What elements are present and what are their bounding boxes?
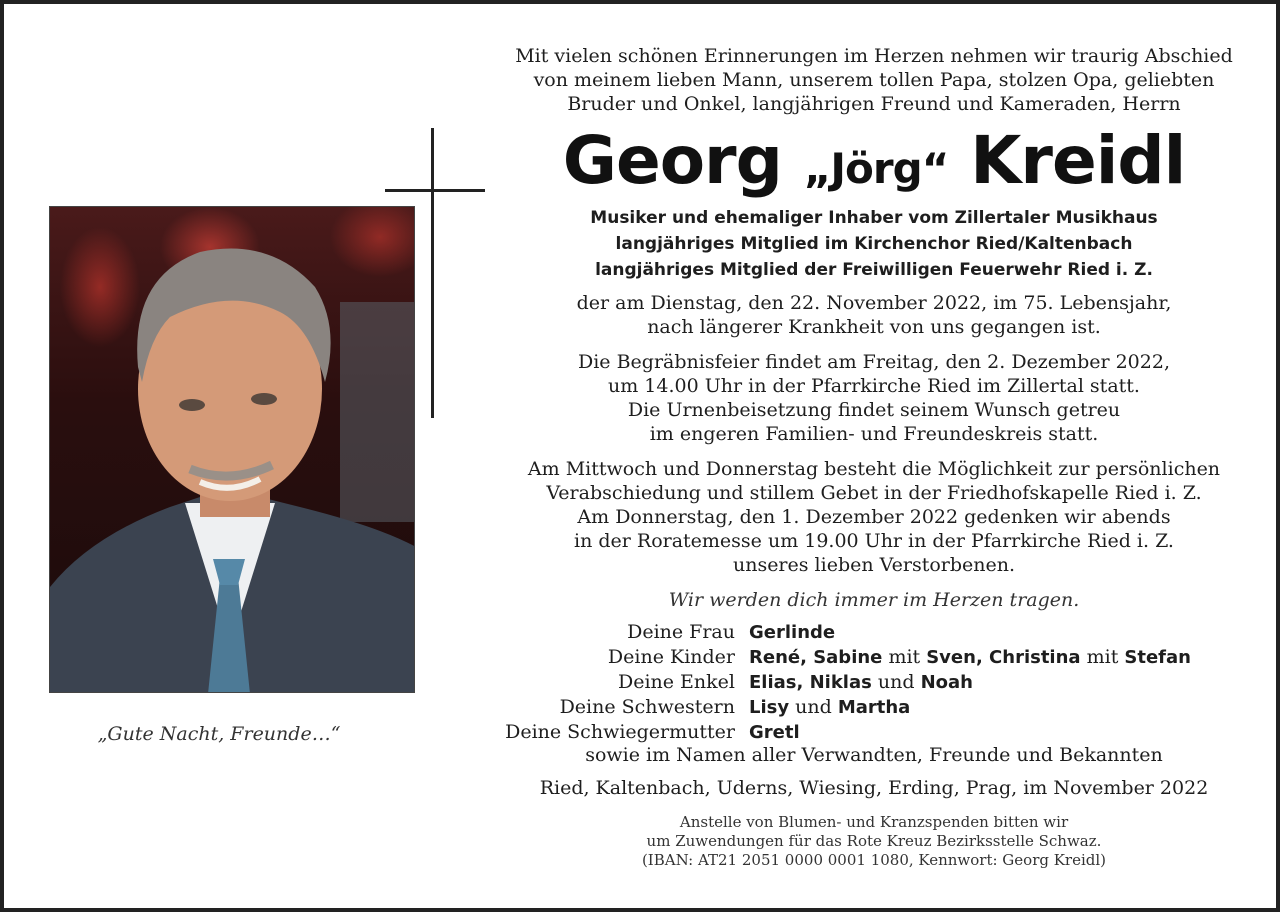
donation-line: (IBAN: AT21 2051 0000 0001 1080, Kennwort: Georg Kreidl) (641, 851, 1107, 869)
relative-name: Gerlinde (749, 622, 836, 643)
cross-icon (431, 128, 434, 418)
relation-label: Deine Schwiegermutter (505, 721, 735, 743)
farewell-line: Verabschiedung und stillem Gebet in der Friedhofskapelle Ried i. Z. (546, 482, 1202, 504)
donation-line: Anstelle von Blumen- und Kranzspenden bitten wir (679, 813, 1069, 831)
funeral-info (494, 350, 1254, 446)
cross-icon-bar (385, 189, 485, 192)
nickname: „Jörg“ (803, 144, 949, 193)
roles (494, 205, 1254, 283)
intro-text (494, 44, 1254, 116)
role-line: Musiker und ehemaliger Inhaber vom Zillertaler Musikhaus (590, 208, 1158, 228)
family-list (504, 620, 1244, 745)
relative-name: Stefan (1124, 647, 1191, 668)
connector: mit (1086, 646, 1119, 668)
farewell-line: unseres lieben Verstorbenen. (732, 554, 1016, 576)
family-row-children (504, 645, 1244, 670)
portrait-illustration (50, 207, 415, 693)
motto: Wir werden dich immer im Herzen tragen. (668, 589, 1080, 611)
farewell-line: in der Roratemesse um 19.00 Uhr in der Pfarrkirche Ried i. Z. (574, 530, 1174, 552)
funeral-line: Die Begräbnisfeier findet am Freitag, den 2. Dezember 2022, (577, 351, 1170, 373)
portrait-photo (49, 206, 415, 693)
funeral-line: Die Urnenbeisetzung findet seinem Wunsch getreu (627, 399, 1121, 421)
relative-name: Lisy (749, 697, 790, 718)
family-row-sisters (504, 695, 1244, 720)
farewell-info (494, 457, 1254, 577)
relative-name: Noah (920, 672, 973, 693)
connector: und (795, 696, 832, 718)
behalf-line: sowie im Namen aller Verwandten, Freunde und Bekannten (585, 744, 1163, 766)
family-row-wife (504, 620, 1244, 645)
role-line: langjähriges Mitglied der Freiwilligen Feuerwehr Ried i. Z. (595, 260, 1153, 280)
relation-label: Deine Schwestern (559, 696, 735, 718)
intro-line: Bruder und Onkel, langjährigen Freund und Kameraden, Herrn (567, 93, 1181, 115)
relative-name: Elias, Niklas (749, 672, 872, 693)
relation-label: Deine Kinder (607, 646, 735, 668)
donation-note (494, 813, 1254, 870)
relative-name: René, Sabine (749, 647, 883, 668)
relative-name: Gretl (749, 722, 800, 743)
death-line: der am Dienstag, den 22. November 2022, im 75. Lebensjahr, (576, 292, 1172, 314)
family-row-grandchildren (504, 670, 1244, 695)
farewell-line: Am Mittwoch und Donnerstag besteht die Möglichkeit zur persönlichen (527, 458, 1221, 480)
donation-line: um Zuwendungen für das Rote Kreuz Bezirksstelle Schwaz. (646, 832, 1102, 850)
death-notice (494, 291, 1254, 339)
intro-line: Mit vielen schönen Erinnerungen im Herzen nehmen wir traurig Abschied (515, 45, 1233, 67)
last-name: Kreidl (970, 122, 1186, 199)
first-name: Georg (562, 122, 782, 199)
connector: mit (888, 646, 921, 668)
connector: und (877, 671, 915, 693)
intro-line: von meinem lieben Mann, unserem tollen Papa, stolzen Opa, geliebten (533, 69, 1215, 91)
relative-name: Martha (837, 697, 911, 718)
funeral-line: um 14.00 Uhr in der Pfarrkirche Ried im Zillertal statt. (608, 375, 1140, 397)
farewell-line: Am Donnerstag, den 1. Dezember 2022 gedenken wir abends (577, 506, 1171, 528)
relative-name: Sven, Christina (926, 647, 1081, 668)
role-line: langjähriges Mitglied im Kirchenchor Ried/Kaltenbach (615, 234, 1133, 254)
funeral-line: im engeren Familien- und Freundeskreis statt. (649, 423, 1099, 445)
relation-label: Deine Enkel (617, 671, 735, 693)
family-row-motherinlaw (504, 720, 1244, 745)
photo-caption: „Gute Nacht, Freunde…“ (97, 723, 341, 745)
deceased-name (494, 122, 1254, 208)
relation-label: Deine Frau (627, 621, 735, 643)
place-date: Ried, Kaltenbach, Uderns, Wiesing, Erding, Prag, im November 2022 (539, 777, 1209, 799)
death-line: nach längerer Krankheit von uns gegangen ist. (647, 316, 1101, 338)
